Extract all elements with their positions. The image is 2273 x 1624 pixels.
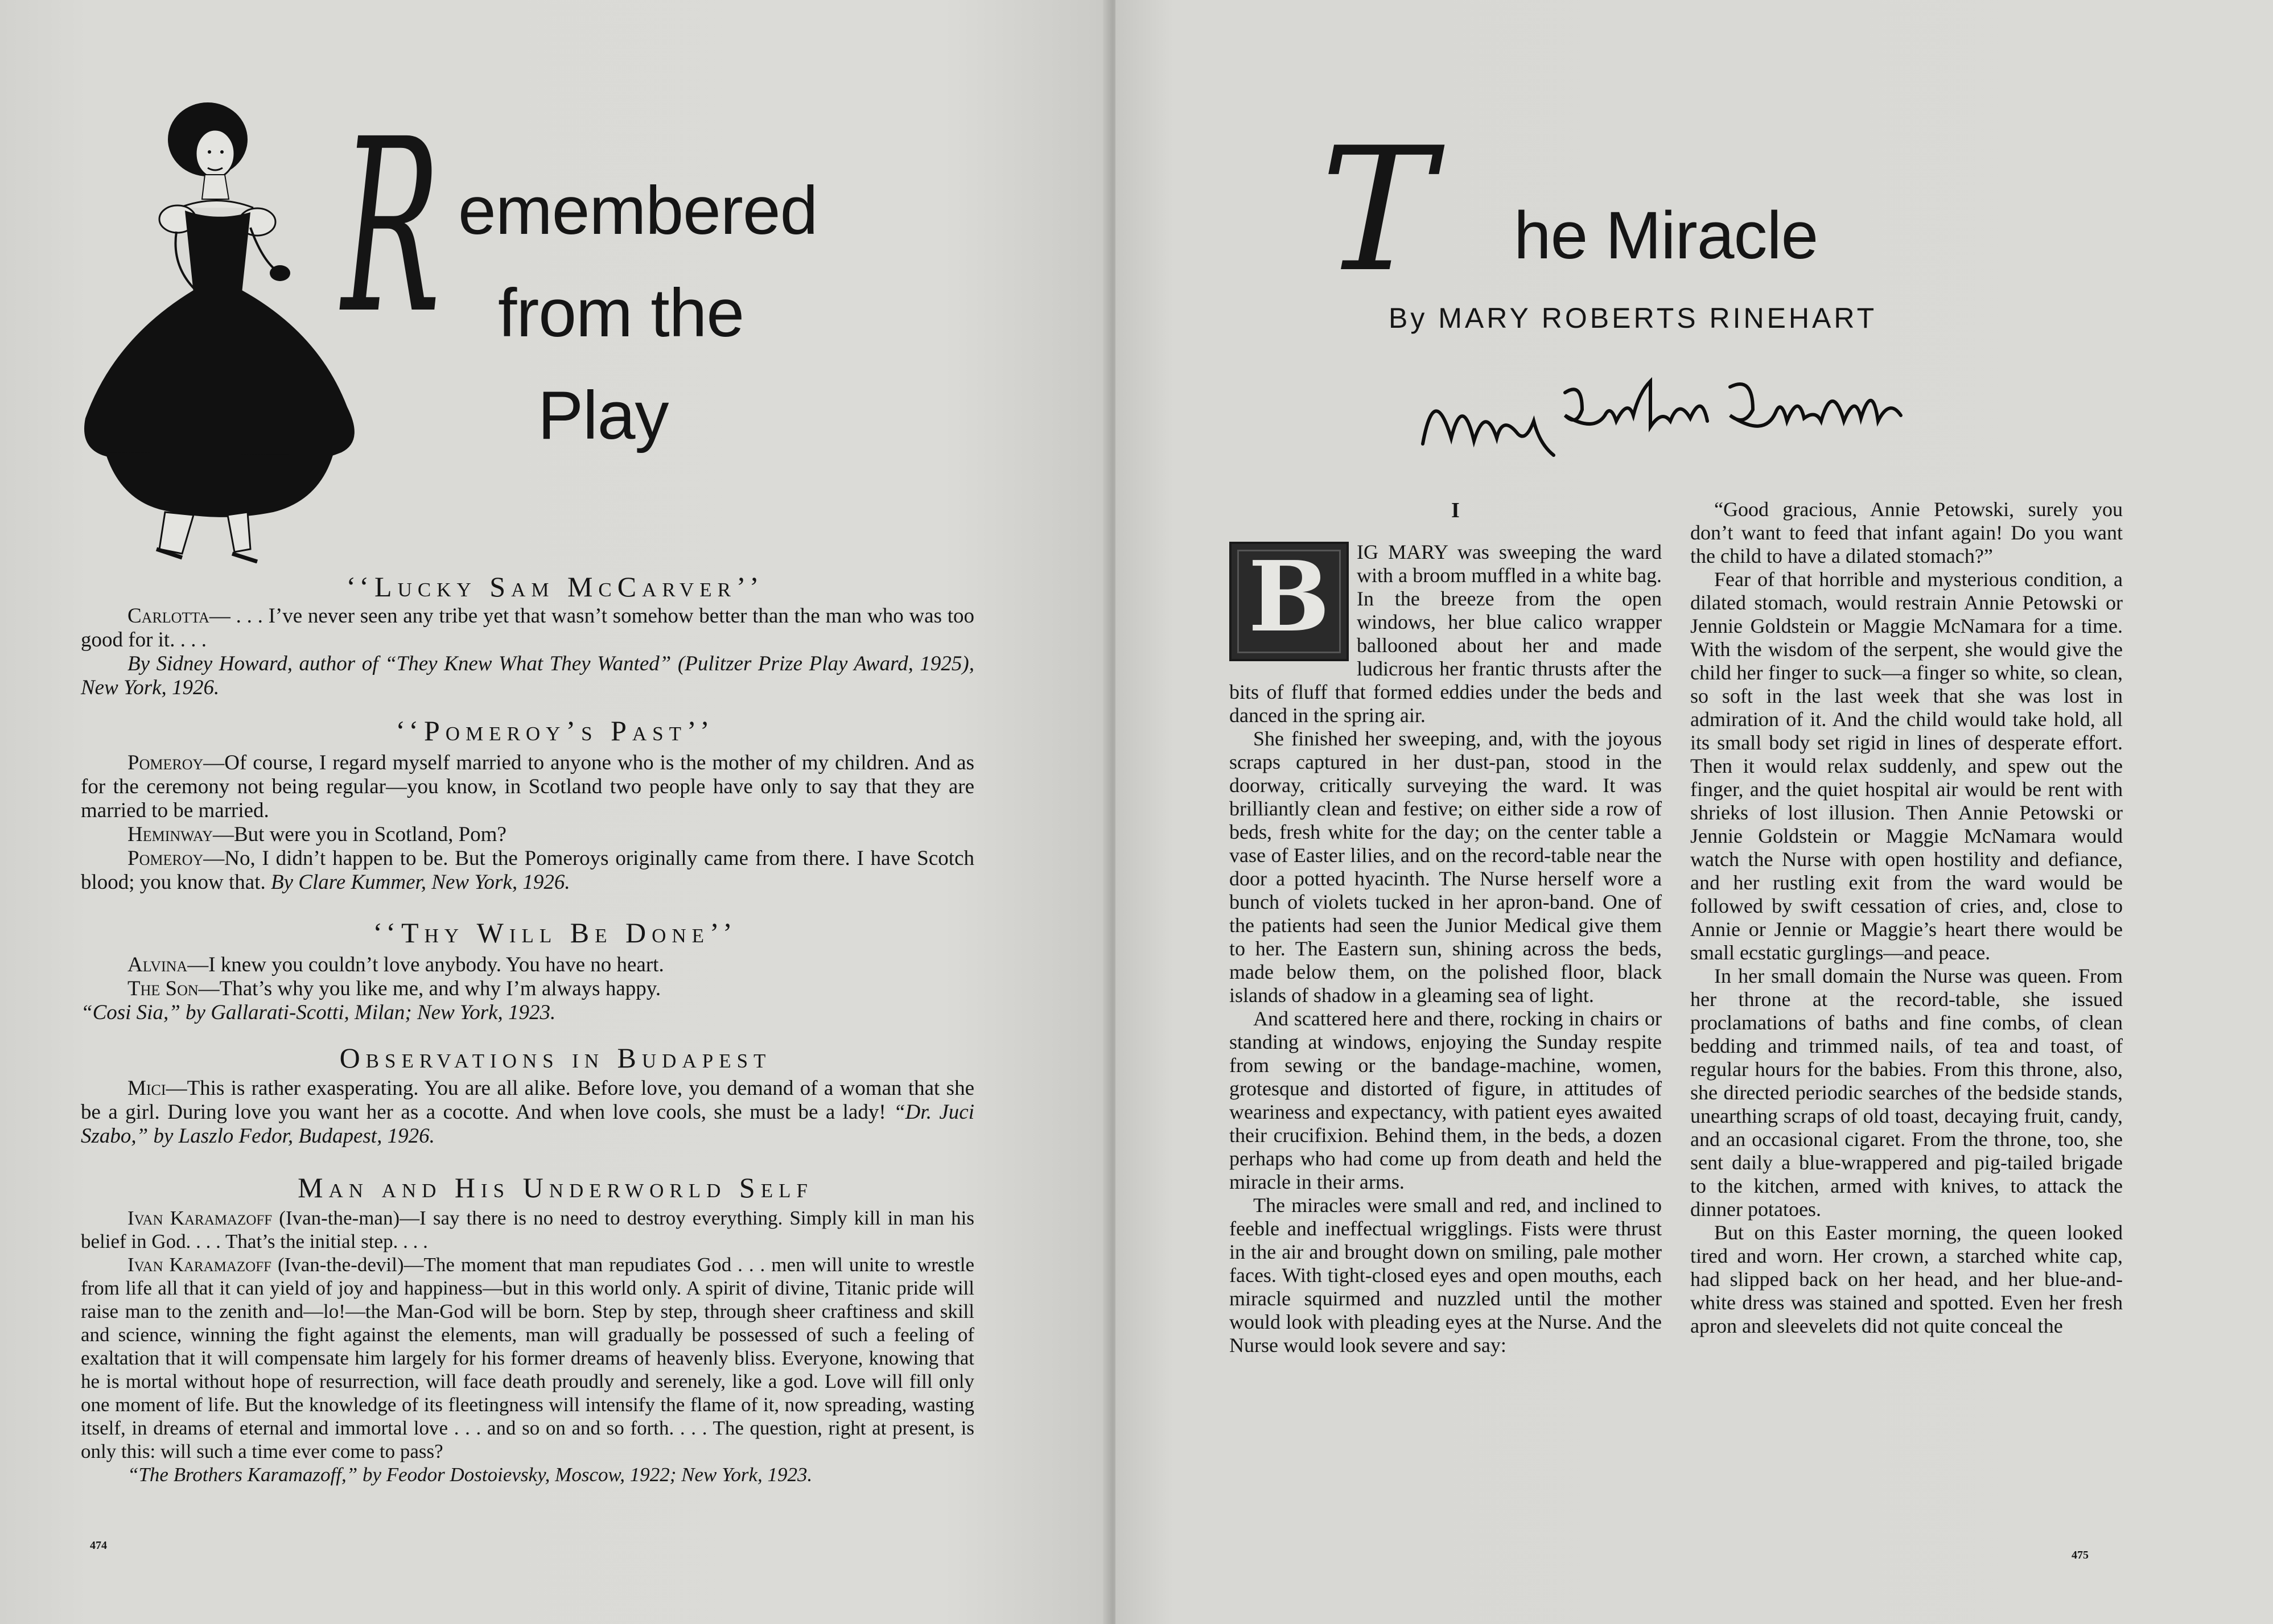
- section-heading-lucky-sam: ‘‘Lucky Sam McCarver’’: [346, 571, 765, 603]
- speaker-name: Pomeroy: [127, 751, 204, 774]
- byline: By MARY ROBERTS RINEHART: [1389, 302, 1877, 334]
- dialogue-text: —That’s why you like me, and why I’m always happy.: [198, 977, 661, 1000]
- citation: By Clare Kummer, New York, 1926.: [271, 871, 570, 894]
- section-body-thy-will: [81, 953, 974, 1025]
- speaker-name: Ivan Karamazoff: [127, 1207, 273, 1229]
- title-line-3: Play: [538, 377, 669, 454]
- paragraph: She finished her sweeping, and, with the joyous scraps captured in her dust-pan, stood in the doorway, critically surveying the ward. It was brilliantly clean and festive; on either side a row of beds, fresh white for the day; on the center table a vase of Easter lilies, and on the record-table near the door a potted hyacinth. The Nurse herself wore a bunch of violets tucked in her apron-band. One of the patients had seen the Junior Medical give them to her. The Eastern sun, shining across the beds, made below them, on the polished floor, black islands of shadow in a gleaming sea of light.: [1229, 727, 1662, 1007]
- speaker-name: Pomeroy: [127, 847, 204, 870]
- citation: “Dr. Juci Szabo,” by Laszlo Fedor, Budapest, 1926.: [81, 1100, 974, 1148]
- paragraph: Fear of that horrible and mysterious condition, a dilated stomach, would restrain Annie Petowski or Jennie Goldstein or Maggie McNamara for a time. With the wisdom of the serpent, she would give the child her finger to suck—a finger so white, so clean, so soft in the last week that she was lost in admiration of it. And the child would take hold, all its small body set rigid in lines of desperate effort. Then it would relax suddenly, and spew out the finger, and the quiet hospital air would be rent with shrieks of lost illusion. Then Annie Petowski or Jennie Goldstein or Maggie McNamara would watch the Nurse with open hostility and defiance, and her rustling exit from the ward would be followed by swift cessation of cries, and, close to Annie or Jennie or Maggie’s heart there would be small ecstatic gurglings—and peace.: [1690, 568, 2123, 964]
- section-body-budapest: [81, 1077, 974, 1148]
- dialogue-text: —Of course, I regard myself married to anyone who is the mother of my children. And as for the ceremony not being regular—you know, in Scotland two people have only to say that they are married to be married.: [81, 751, 974, 822]
- paragraph: But on this Easter morning, the queen looked tired and worn. Her crown, a starched white cap, had slipped back on her head, and her blue-and-white dress was stained and spotted. Even her fresh apron and sleevelets did not quite conceal the: [1690, 1221, 2123, 1337]
- dialogue-text: (Ivan-the-devil)—The moment that man repudiates God . . . men will unite to wrestle from life all that it can yield of joy and happiness—but in this world only. A spirit of divine, Titanic pride will raise man to the zenith and—lo!—the Man-God will be born. Step by step, through sheer craftiness and skill and science, winning the fight against the elements, man will gradually be possessed of such a feeling of exaltation that it will compensate him largely for his former dreams of heavenly bliss. Everyone, knowing that he is mortal without hope of resurrection, will face death proudly and serenely, like a god. Love will fill only one moment of life. But the knowledge of its fleetingness will intensify the flame of it, now spreading, wasting itself, in dreams of eternal and immortal love . . . and so on and so forth. . . . The question, right at present, is only this: will such a time ever come to pass?: [81, 1254, 974, 1462]
- section-heading-thy-will: ‘‘Thy Will Be Done’’: [373, 917, 738, 949]
- section-body-lucky-sam: [81, 604, 974, 700]
- title-initial-t: T: [1320, 111, 1435, 310]
- right-page: [1115, 0, 2273, 1624]
- speaker-name: Carlotta: [127, 604, 209, 628]
- section-heading-budapest: Observations in Budapest: [339, 1042, 772, 1074]
- section-heading-pomeroys-past: ‘‘Pomeroy’s Past’’: [396, 715, 715, 747]
- paragraph: In her small domain the Nurse was queen. From her throne at the record-table, she issued proclamations of baths and fine combs, of clean bedding and trimmed nails, of tea and toast, of regular hours for the babies. From this throne, also, she directed periodic searches of the bedside stands, unearthing scraps of old toast, decaying fruit, candy, and an occasional cigaret. From the throne, too, she sent daily a blue-wrappered and pig-tailed brigade to the kitchen, armed with knives, to attack the dinner potatoes.: [1690, 964, 2123, 1221]
- paragraph: The miracles were small and red, and inclined to feeble and ineffectual wrigglings. Fists were thrust in the air and brought down on smiling, pale mother faces. With tight-closed eyes and open mouths, each miracle squirmed and nuzzled until the mother would look with pleading eyes at the Nurse. And the Nurse would look severe and say:: [1229, 1194, 1662, 1357]
- title-line-2: from the: [498, 275, 744, 351]
- section-body-underworld-self: [81, 1206, 974, 1486]
- column-2: [1690, 498, 2123, 1338]
- column-1: [1229, 541, 1662, 1357]
- dialogue-text: —No, I didn’t happen to be. But the Pomeroys originally came from there. I have Scotch blood; you know that.: [81, 847, 974, 894]
- dialogue-text: —But were you in Scotland, Pom?: [212, 823, 507, 846]
- title-line-1: emembered: [458, 172, 818, 249]
- paragraph: “Good gracious, Annie Petowski, surely you don’t want to feed that infant again! Do you want the child to have a dilated stomach?”: [1690, 498, 2123, 567]
- chapter-number: I: [1451, 498, 1460, 522]
- speaker-name: Alvina: [127, 953, 188, 976]
- author-signature: [1411, 358, 1912, 461]
- citation: By Sidney Howard, author of “They Knew What They Wanted” (Pulitzer Prize Play Award, 1925), New York, 1926.: [81, 652, 974, 699]
- paragraph: And scattered here and there, rocking in chairs or standing at windows, enjoying the Sunday respite from sewing or the bandage-machine, women, grotesque and distorted of figure, in attitudes of weariness and expectancy, with patient eyes awaited their crucifixion. Behind them, in the beds, a dozen perhaps who had come up from death and held the miracle in their arms.: [1229, 1007, 1662, 1193]
- dialogue-text: (Ivan-the-man)—I say there is no need to destroy everything. Simply kill in man his belief in God. . . . That’s the initial step. . . .: [81, 1207, 974, 1252]
- page-number-left: 474: [90, 1539, 107, 1552]
- citation: “The Brothers Karamazoff,” by Feodor Dostoievsky, Moscow, 1922; New York, 1923.: [127, 1464, 813, 1486]
- woman-illustration: [80, 100, 376, 563]
- speaker-name: Heminway: [127, 823, 213, 846]
- title-initial-r: R: [341, 88, 440, 366]
- dialogue-text: — . . . I’ve never seen any tribe yet that wasn’t somehow better than the man who was too good for it. . . .: [81, 604, 974, 652]
- left-page: [0, 0, 1111, 1624]
- citation: “Cosi Sia,” by Gallarati-Scotti, Milan; New York, 1923.: [81, 1001, 556, 1024]
- speaker-name: The Son: [127, 977, 199, 1000]
- speaker-name: Mici: [127, 1077, 166, 1100]
- drop-cap: B: [1229, 542, 1349, 661]
- dialogue-text: —This is rather exasperating. You are all alike. Before love, you demand of a woman that she be a girl. During love you want her as a cocotte. And when love cools, she must be a lady!: [81, 1077, 974, 1124]
- paragraph: IG MARY was sweeping the ward with a broom muffled in a white bag. In the breeze from the open windows, her blue calico wrapper ballooned about her and made ludicrous her frantic thrusts after the bits of fluff that formed eddies under the beds and danced in the spring air.: [1229, 541, 1662, 727]
- section-body-pomeroys-past: [81, 751, 974, 895]
- section-heading-underworld-self: Man and His Underworld Self: [298, 1172, 813, 1203]
- dialogue-text: —I knew you couldn’t love anybody. You have no heart.: [187, 953, 664, 976]
- page-number-right: 475: [2072, 1549, 2089, 1561]
- story-title: he Miracle: [1514, 198, 1818, 273]
- speaker-name: Ivan Karamazoff: [127, 1254, 272, 1276]
